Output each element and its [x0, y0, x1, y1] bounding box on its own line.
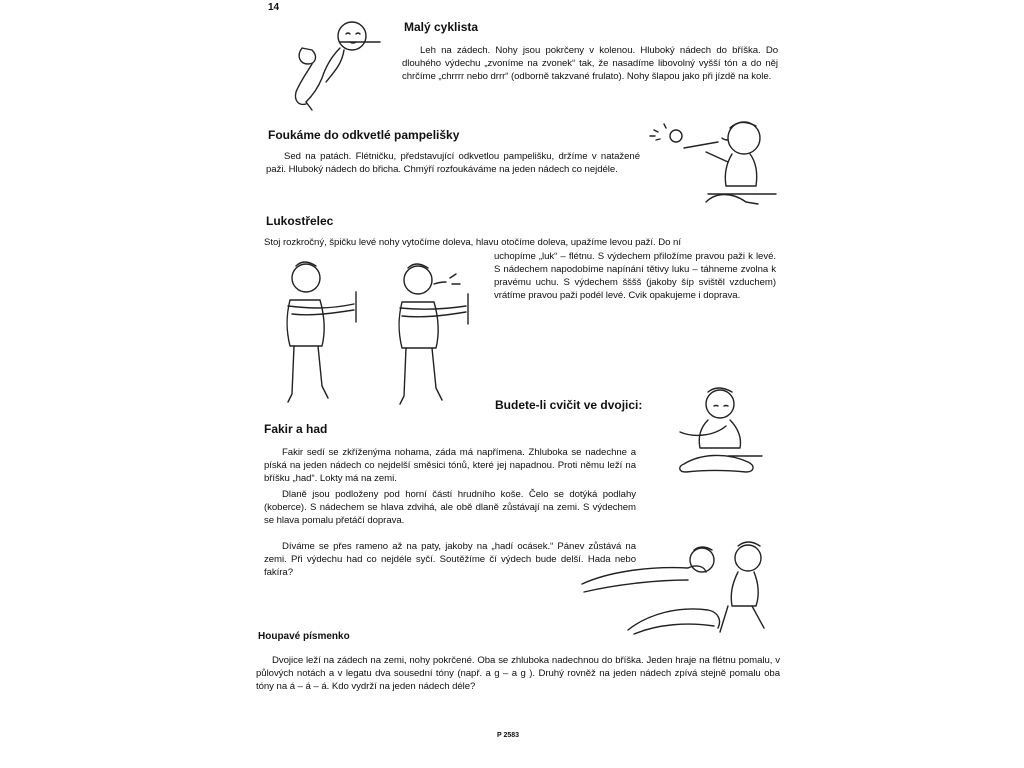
snake-children-icon [578, 536, 778, 636]
section-text-fakir-3: Díváme se přes rameno až na paty, jakoby na „hadí ocásek.“ Pánev zůstává na zemi. Při výdechu had co nejdéle syčí. Soutěžíme čí výdech bude delší. Hada nebo fakíra? [264, 541, 636, 578]
child-blowing-dandelion-icon [646, 112, 778, 216]
section-text-fakir-2: Dlaně jsou podloženy pod horní částí hrudního koše. Čelo se dotýká podlahy (koberce). S nádechem se hlava zdvihá, ale obě dlaně zůstávají na zemi. S výdechem se hlava pomalu přetáčí doprava. [264, 489, 636, 526]
section-text-fakir-1: Fakir sedí se zkříženýma nohama, záda má napřímena. Zhluboka se nadechne a píská na jeden nádech co nejdelší směsici tónů, které jej napadnou. Proti němu leží na bříšku „had“. Lokty má na zemi. [264, 447, 636, 484]
section-title-foukame: Foukáme do odkvetlé pampelišky [268, 128, 460, 142]
section-text-lukostrelec-intro: Stoj rozkročný, špičku levé nohy vytočíme doleva, hlavu otočíme doleva, upažíme levou paží. Do ní [264, 237, 681, 248]
section-title-dvojice: Budete-li cvičit ve dvojici: [495, 398, 643, 412]
section-text-lukostrelec: uchopíme „luk“ – flétnu. S výdechem přiložíme pravou paži k levé. S nádechem napodobíme napínání tětivy luku – táhneme zvolna k pravému uchu. S výdechem šššš (jakoby šíp svištěl vzduchem) vrátíme pravou paži podél levé. Cvik opakujeme i doprava. [494, 251, 776, 301]
section-title-maly-cyklista: Malý cyklista [404, 20, 479, 34]
section-title-houpave: Houpavé písmenko [258, 631, 350, 642]
fakir-child-icon [674, 382, 764, 480]
section-title-fakir: Fakir a had [264, 422, 328, 436]
section-text-maly-cyklista: Leh na zádech. Nohy jsou pokrčeny v kolenou. Hluboký nádech do bříška. Do dlouhého výdechu „zvoníme na zvonek“ tak, že nasadíme libovolný vyšší tón a do něj chrčíme „chrrrr nebo drrr“ (odborně takzvané frulato). Nohy šlapou jako při jízdě na kole. [402, 45, 778, 82]
section-text-houpave: Dvojice leží na zádech na zemi, nohy pokrčené. Oba se zhluboka nadechnou do bříška. Jeden hraje na flétnu pomalu, v půlových notách a v legatu dva sousední tóny (např. a g – a g ). Druhý rovněž na jeden nádech zpívá stejně pomalu oba tóny na á – á – á. Kdo vydrží na jeden nádech déle? [256, 655, 780, 692]
section-text-foukame: Sed na patách. Flétničku, představující odkvetlou pampelišku, držíme v natažené paži. Hluboký nádech do břicha. Chmýří rozfoukáváme na jeden nádech co nejdéle. [266, 151, 640, 175]
page-number: 14 [268, 2, 280, 13]
archer-children-icon [266, 256, 488, 416]
footer-code: P 2583 [497, 732, 520, 739]
section-title-lukostrelec: Lukostřelec [266, 214, 334, 228]
child-cycling-icon [282, 8, 382, 116]
